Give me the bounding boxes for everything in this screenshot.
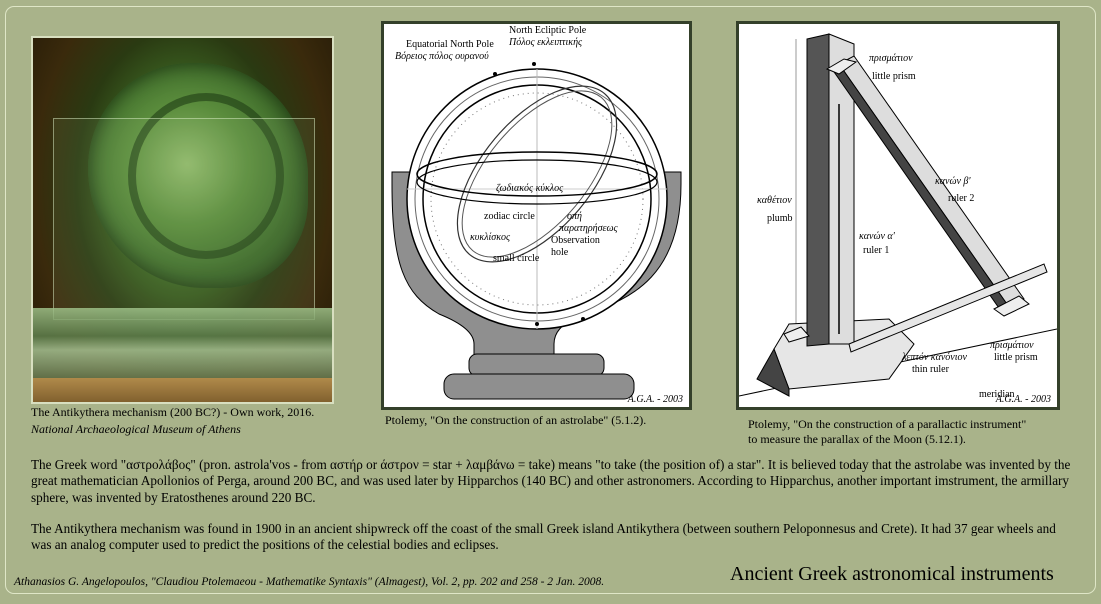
parallactic-signature: A.G.A. - 2003 [995,394,1051,405]
photo-caption: The Antikythera mechanism (200 BC?) - Own work, 2016. [31,405,315,419]
label-little-prism-top: little prism [872,71,916,82]
parallactic-instrument-drawing [736,21,1060,410]
astrolabe-signature: A.G.A. - 2003 [627,394,683,405]
label-observation-hole-greek-2: παρατηρήσεως [559,223,618,234]
label-observation-hole-2: hole [551,247,569,258]
glass-base [33,308,334,378]
label-thin-ruler-greek: λεπτόν κανόνιον [902,352,967,363]
label-ruler-1-greek: κανών α' [859,231,895,242]
label-ruler-1: ruler 1 [863,245,890,256]
label-equatorial-north-pole-greek: Βόρειος πόλος ουρανού [395,51,489,62]
paragraph-antikythera: The Antikythera mechanism was found in 1900 in an ancient shipwreck off the coast of the small Greek island Antikythera (between southern Peloponnesus and Crete). It had 37 gear wheels and was an analog computer used to predict the positions of the celestial bodies and eclipses. [31,521,1056,553]
footer-credit: Athanasios G. Angelopoulos, "Claudiou Ptolemaeou - Mathematike Syntaxis" (Almagest), Vol. 2, pp. 202 and 258 - 2 Jan. 2008. [14,576,605,588]
astrolabe-illustration [384,24,689,407]
glass-stand [53,118,315,320]
paragraph-astrolabe: The Greek word "αστρολάβος" (pron. astrola'vos - from αστήρ or άστρον = star + λαμβάνω = take) means "to take (the position of) a star". It is believed today that the astrolabe was invented by the great mathematician Apollonios of Perga, around 200 BC, and was used later by Hipparchos (140 BC) and other astronomers. According to Hipparchus, another important imstrument, the armillary sphere, was invented by Eratosthenes around 220 BC. [31,457,1071,505]
label-plumb: plumb [767,213,793,224]
label-little-prism-bottom-greek: πρισμάτιον [990,340,1034,351]
label-zodiac-circle: zodiac circle [484,211,535,222]
label-equatorial-north-pole: Equatorial North Pole [406,39,494,50]
label-thin-ruler: thin ruler [912,364,949,375]
parallactic-caption-line2: to measure the parallax of the Moon (5.12.1). [748,432,966,446]
label-north-ecliptic-pole: North Ecliptic Pole [509,25,587,36]
label-observation-hole-greek-1: οπή [567,211,582,222]
photo-sub-caption: National Archaeological Museum of Athens [31,422,241,436]
label-little-prism-bottom: little prism [994,352,1038,363]
label-zodiac-circle-greek: ζωδιακός κύκλος [496,183,564,194]
label-small-circle-greek: κυκλίσκος [470,232,511,243]
label-plumb-greek: καθέτιον [757,195,792,206]
label-north-ecliptic-pole-greek: Πόλος εκλειπτικής [509,37,583,48]
page-title: Ancient Greek astronomical instruments [730,563,1054,585]
display-floor [33,378,334,404]
label-observation-hole-1: Observation [551,235,600,246]
label-little-prism-top-greek: πρισμάτιον [869,53,913,64]
label-ruler-2: ruler 2 [948,193,975,204]
parallactic-caption-line1: Ptolemy, "On the construction of a parallactic instrument" [748,417,1027,431]
astrolabe-caption: Ptolemy, "On the construction of an astrolabe" (5.1.2). [385,413,647,427]
astrolabe-drawing [381,21,692,410]
label-small-circle: small circle [493,253,540,264]
antikythera-photo [31,36,334,404]
label-meridian: meridian [979,389,1015,400]
label-ruler-2-greek: κανών β' [935,176,971,187]
